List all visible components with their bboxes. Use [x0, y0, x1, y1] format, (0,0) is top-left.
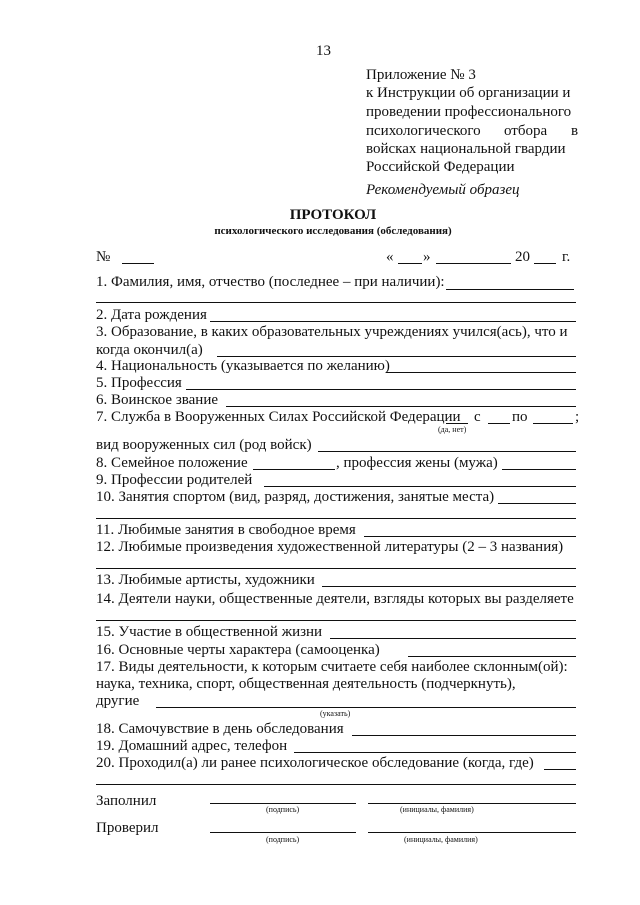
item-3-label: 3. Образование, в каких образовательных учреждениях учился(ась), что и — [96, 324, 568, 340]
item-5-field[interactable] — [186, 389, 576, 390]
item-7-to-label: по — [512, 409, 528, 425]
page-number: 13 — [316, 43, 331, 59]
item-18-field[interactable] — [352, 735, 576, 736]
item-11-label: 11. Любимые занятия в свободное время — [96, 522, 356, 538]
item-7-yesno-field[interactable] — [446, 423, 468, 424]
item-16-field[interactable] — [408, 656, 576, 657]
item-20-field[interactable] — [544, 769, 576, 770]
item-7-branch-label: вид вооруженных сил (род войск) — [96, 437, 312, 453]
number-field[interactable] — [122, 263, 154, 264]
checked-by-signature-field[interactable] — [210, 832, 356, 833]
filled-by-name-hint: (инициалы, фамилия) — [400, 805, 474, 814]
item-9-field[interactable] — [264, 486, 576, 487]
item-17-label-line-2: наука, техника, спорт, общественная деятельность (подчеркнуть), — [96, 676, 516, 692]
day-field[interactable] — [398, 263, 422, 264]
item-11-field[interactable] — [364, 536, 576, 537]
appendix-line-4b: отбора — [504, 123, 548, 139]
item-14-label: 14. Деятели науки, общественные деятели, взгляды которых вы разделяете — [96, 591, 574, 607]
item-7-semicolon: ; — [575, 409, 580, 425]
item-14-field[interactable] — [96, 620, 576, 621]
item-12-label: 12. Любимые произведения художественной литературы (2 – 3 названия) — [96, 539, 564, 555]
filled-by-signature-field[interactable] — [210, 803, 356, 804]
item-20-field-line-2[interactable] — [96, 784, 576, 785]
item-17-hint: (указать) — [320, 709, 351, 718]
item-17-label: 17. Виды деятельности, к которым считаете себя наиболее склонным(ой): — [96, 659, 568, 675]
item-15-label: 15. Участие в общественной жизни — [96, 624, 323, 640]
appendix-line-1: Приложение № 3 — [366, 67, 476, 83]
checked-by-name-hint: (инициалы, фамилия) — [404, 835, 478, 844]
item-3-label-line-2: когда окончил(а) — [96, 342, 203, 358]
item-5-label: 5. Профессия — [96, 375, 182, 391]
item-19-label: 19. Домашний адрес, телефон — [96, 738, 288, 754]
item-17-other-field[interactable] — [156, 707, 576, 708]
item-1-field[interactable] — [446, 289, 574, 290]
item-2-field[interactable] — [210, 321, 576, 322]
item-19-field[interactable] — [294, 752, 576, 753]
item-8-spouse-label: , профессия жены (мужа) — [336, 455, 498, 471]
filled-by-signature-hint: (подпись) — [266, 805, 300, 814]
item-10-field-line-2[interactable] — [96, 518, 576, 519]
appendix-line-5: войсках национальной гвардии — [366, 141, 566, 157]
date-close-quote: » — [423, 249, 431, 265]
item-8-spouse-field[interactable] — [502, 469, 576, 470]
checked-by-name-field[interactable] — [368, 832, 576, 833]
item-1-field-line-2[interactable] — [96, 302, 576, 303]
item-15-field[interactable] — [330, 638, 576, 639]
item-9-label: 9. Профессии родителей — [96, 472, 253, 488]
item-13-label: 13. Любимые артисты, художники — [96, 572, 315, 588]
item-7-to-field[interactable] — [533, 423, 573, 424]
filled-by-name-field[interactable] — [368, 803, 576, 804]
appendix-line-4c: в — [571, 123, 579, 139]
filled-by-label: Заполнил — [96, 793, 157, 809]
item-4-label: 4. Национальность (указывается по желанию) — [96, 358, 390, 374]
item-8-marital-field[interactable] — [253, 469, 335, 470]
item-2-label: 2. Дата рождения — [96, 307, 207, 323]
item-7-hint: (да, нет) — [438, 425, 467, 434]
month-field[interactable] — [436, 263, 511, 264]
year-prefix: 20 — [515, 249, 530, 265]
document-title: ПРОТОКОЛ — [289, 207, 377, 223]
item-20-label: 20. Проходил(а) ли ранее психологическое обследование (когда, где) — [96, 755, 534, 771]
checked-by-signature-hint: (подпись) — [266, 835, 300, 844]
year-field[interactable] — [534, 263, 556, 264]
checked-by-label: Проверил — [96, 820, 159, 836]
item-6-label: 6. Воинское звание — [96, 392, 219, 408]
appendix-line-6: Российской Федерации — [366, 159, 515, 175]
item-17-other-label: другие — [96, 693, 140, 709]
item-7-from-label: с — [474, 409, 481, 425]
item-12-field[interactable] — [96, 568, 576, 569]
item-18-label: 18. Самочувствие в день обследования — [96, 721, 344, 737]
date-open-quote: « — [386, 249, 394, 265]
item-10-label: 10. Занятия спортом (вид, разряд, достижения, занятые места) — [96, 489, 495, 505]
item-6-field[interactable] — [226, 406, 576, 407]
document-subtitle: психологического исследования (обследования) — [214, 225, 452, 237]
number-label: № — [96, 249, 111, 265]
item-1-label: 1. Фамилия, имя, отчество (последнее – при наличии): — [96, 274, 445, 290]
year-suffix: г. — [562, 249, 571, 265]
item-10-field[interactable] — [498, 503, 576, 504]
recommended-sample-label: Рекомендуемый образец — [366, 182, 520, 198]
appendix-line-2: к Инструкции об организации и — [366, 85, 571, 101]
item-7-label: 7. Служба в Вооруженных Силах Российской Федерации — [96, 409, 461, 425]
item-16-label: 16. Основные черты характера (самооценка) — [96, 642, 380, 658]
item-7-branch-field[interactable] — [318, 451, 576, 452]
item-4-field[interactable] — [386, 372, 576, 373]
item-13-field[interactable] — [322, 586, 576, 587]
appendix-line-4a: психологического — [366, 123, 481, 139]
item-3-field[interactable] — [217, 356, 576, 357]
item-7-from-field[interactable] — [488, 423, 510, 424]
item-8-label: 8. Семейное положение — [96, 455, 248, 471]
appendix-line-3: проведении профессионального — [366, 104, 572, 120]
